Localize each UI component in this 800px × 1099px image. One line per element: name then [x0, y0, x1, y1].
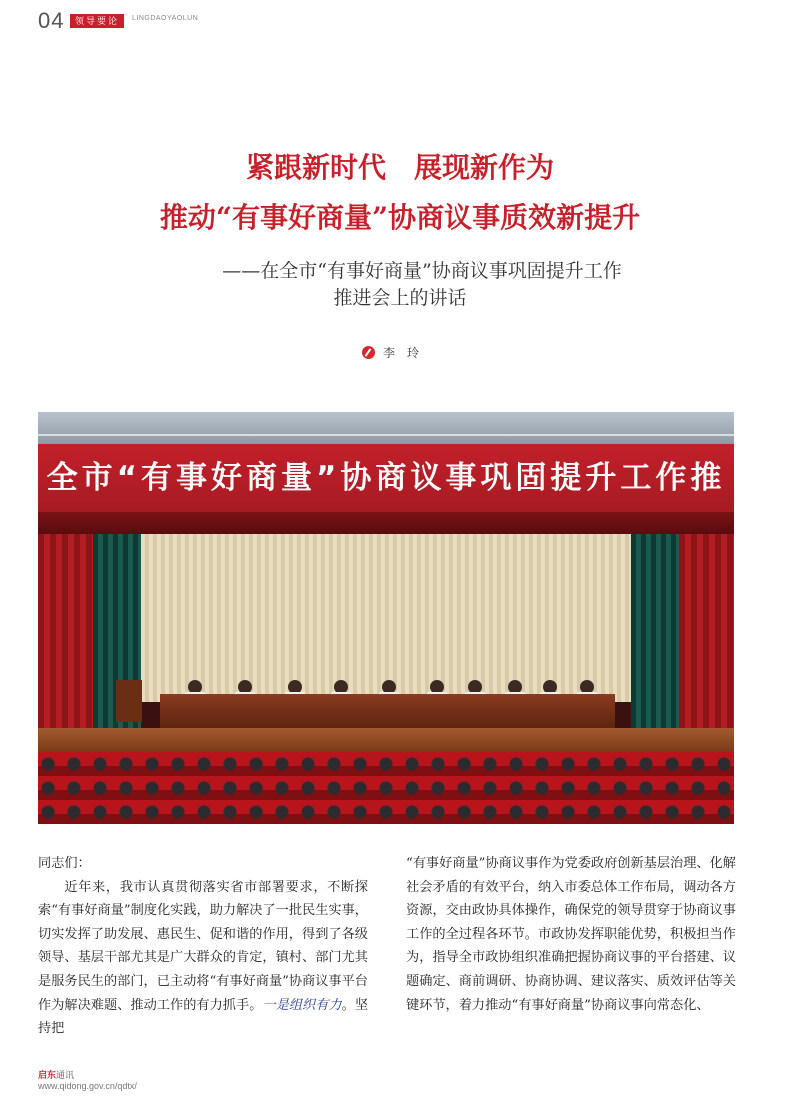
- article-title-line2: 推动“有事好商量”协商议事质效新提升: [159, 201, 641, 234]
- article-subtitle-line1: ——在全市“有事好商量”协商议事巩固提升工作: [222, 260, 622, 282]
- section-pinyin: LINGDAOYAOLUN: [132, 15, 199, 22]
- photo-curtain-left: [38, 534, 93, 754]
- author-name: 李 玲: [383, 346, 420, 360]
- photo-person: [334, 680, 348, 694]
- footer-url: www.qidong.gov.cn/qdtx/: [38, 1081, 137, 1091]
- footer-brand-red: 启东: [38, 1070, 57, 1080]
- photo-person: [543, 680, 557, 694]
- photo-podium: [116, 680, 142, 722]
- photo-audience: [38, 752, 734, 824]
- photo-person: [382, 680, 396, 694]
- page-number: 04: [38, 8, 65, 33]
- body-column-right: [406, 852, 736, 1017]
- photo-backdrop: [141, 534, 631, 702]
- photo-person: [238, 680, 252, 694]
- article-title-line1: 紧跟新时代 展现新作为: [245, 151, 554, 184]
- photo-stage-front: [38, 728, 734, 752]
- photo-valance: [38, 512, 734, 534]
- body-column-left: [38, 852, 368, 1041]
- photo-person: [580, 680, 594, 694]
- photo-person: [188, 680, 202, 694]
- article-subtitle-line2: 推进会上的讲话: [333, 287, 467, 309]
- photo-curtain-right: [679, 534, 734, 754]
- photo-person: [430, 680, 444, 694]
- author-byline: [362, 344, 419, 361]
- section-label: 领导要论: [70, 14, 124, 28]
- footer-brand-gray: 通讯: [56, 1070, 75, 1080]
- body-paragraph-continued: “有事好商量”协商议事作为党委政府创新基层治理、化解社会矛盾的有效平台，纳入市委总体工作布局，调动各方资源，交由政协具体操作，确保党的领导贯穿于协商议事工作的全过程各环节。市政协发挥职能优势，积极担当作为，指导全市政协组织准确把握协商议事的平台搭建、议题确定、商前调研、协商协调、建议落实、质效评估等关键环节，着力推动“有事好商量”协商议事向常态化、: [406, 856, 736, 1013]
- meeting-photo: [38, 412, 734, 824]
- photo-person: [508, 680, 522, 694]
- footer-brand: [38, 1068, 74, 1081]
- salutation: 同志们：: [38, 856, 91, 871]
- paragraph-tail: 。坚持把: [38, 997, 369, 1037]
- photo-banner: 全市“有事好商量”协商议事巩固提升工作推: [38, 444, 734, 512]
- photo-person: [288, 680, 302, 694]
- paragraph-text: 近年来，我市认真贯彻落实省市部署要求，不断探索“有事好商量”制度化实践，助力解决了一批民生实事，切实发挥了助发展、惠民生、促和谐的作用，得到了各级领导、基层干部尤其是广大群众的肯定，镇村、部门尤其是服务民生的部门，已主动将“有事好商量”协商议事平台作为解决难题、推动工作的有力抓手。: [38, 879, 368, 1013]
- body-paragraph: [38, 876, 368, 1041]
- photo-ceiling: [38, 412, 734, 444]
- photo-curtain-green-right: [631, 534, 679, 734]
- pen-icon: [362, 346, 375, 359]
- emphasis-text: 一是组织有力: [262, 997, 342, 1013]
- photo-person: [468, 680, 482, 694]
- photo-stage-table: [160, 694, 615, 728]
